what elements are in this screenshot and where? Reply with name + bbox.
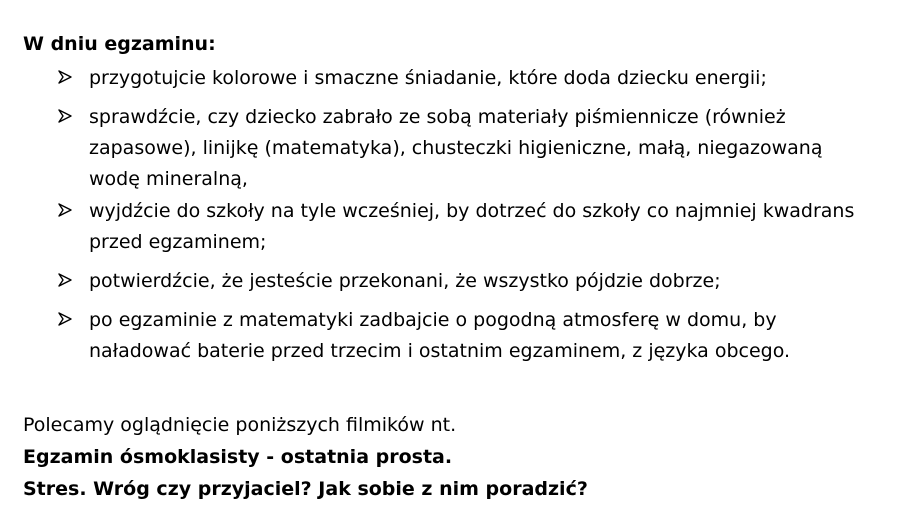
arrowhead-bullet-icon <box>58 312 72 326</box>
film-title-1: Egzamin ósmoklasisty - ostatnia prosta. <box>23 446 453 468</box>
list-item-text: potwierdźcie, że jesteście przekonani, że wszystko pójdzie dobrze; <box>89 270 721 292</box>
list-item-text: po egzaminie z matematyki zadbajcie o pogodną atmosferę w domu, by naładować baterie przed trzecim i ostatnim egzaminem, z języka obcego. <box>89 309 791 362</box>
arrowhead-bullet-icon <box>58 70 72 84</box>
arrowhead-bullet-icon <box>58 203 72 217</box>
list-item-text: wyjdźcie do szkoły na tyle wcześniej, by dotrzeć do szkoły co najmniej kwadrans przed egzaminem; <box>89 200 855 253</box>
film-title-2: Stres. Wróg czy przyjaciel? Jak sobie z nim poradzić? <box>23 478 588 500</box>
recommendation-intro: Polecamy oglądnięcie poniższych filmików nt. <box>23 414 457 436</box>
arrowhead-bullet-icon <box>58 109 72 123</box>
arrowhead-bullet-icon <box>58 273 72 287</box>
list-item-text: sprawdźcie, czy dziecko zabrało ze sobą materiały piśmiennicze (również zapasowe), linijkę (matematyka), chusteczki higieniczne, małą, niegazowaną wodę mineralną, <box>89 106 823 190</box>
section-heading: W dniu egzaminu: <box>23 33 216 55</box>
list-item-text: przygotujcie kolorowe i smaczne śniadanie, które doda dziecku energii; <box>89 67 767 89</box>
